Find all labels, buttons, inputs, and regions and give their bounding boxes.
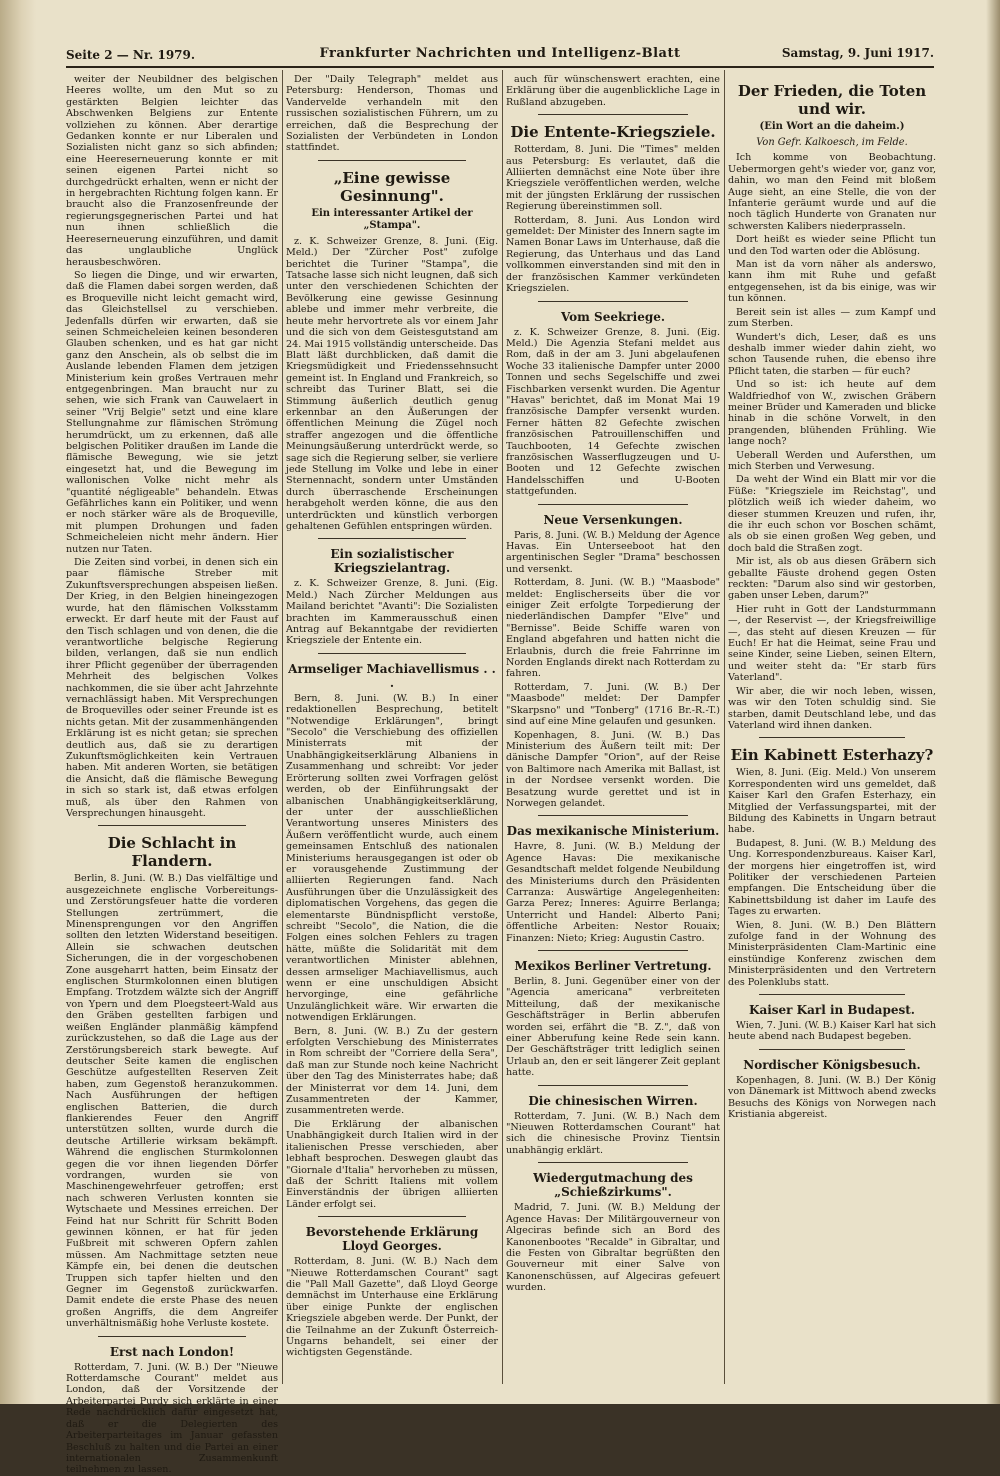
headline: Die Entente-Kriegsziele. (510, 123, 716, 142)
paragraph: Wien, 8. Juni. (Eig. Meld.) Von unserem Korrespondenten wird uns gemeldet, daß Kaiser Karl den Grafen Esterhazy, ein Mitglied der Verfassungspartei, mit der Bildung des Kabinetts in Ungarn betraut habe. (728, 767, 936, 836)
paragraph: Madrid, 7. Juni. (W. B.) Meldung der Agence Havas: Der Militärgouverneur von Algeciras befinde sich an Bord des Kanonenbootes "Recalde" in Gibraltar, und die Festen von Gibraltar begrüßten den Gouverneur mit einer Salve von Kanonenschüssen, auf Algeciras gefeuert wurden. (506, 1202, 720, 1294)
paragraph: Ich komme von Beobachtung. Uebermorgen geht's wieder vor, ganz vor, dahin, wo man den Feind mit bloßem Auge sieht, an eine Stelle, die von der Infanterie geräumt wurde und auf die noch täglich Hunderte von Granaten nur schwersten Kalibers niederprasseln. (728, 152, 936, 232)
headline: Kaiser Karl in Budapest. (749, 1003, 915, 1018)
separator (538, 504, 688, 505)
headline: Ein sozialistischer Kriegszielantrag. (330, 547, 454, 576)
paragraph: Ueberall Werden und Aufersthen, um mich Sterben und Verwesung. (728, 449, 936, 472)
paragraph: auch für wünschenswert erachten, eine Erklärung über die augenblickliche Lage in Rußland abzugeben. (506, 74, 720, 108)
paragraph: Man ist da vorn näher als anderswo, kann ihm mit Ruhe und gefaßt entgegensehen, ist da bis einige, was wir tun können. (728, 259, 936, 305)
headline: Das mexikanische Ministerium. (506, 824, 720, 839)
separator (538, 114, 688, 115)
column-2 (286, 74, 498, 1390)
paragraph: Paris, 8. Juni. (W. B.) Meldung der Agence Havas. Ein Unterseeboot hat den argentinischen Segler "Drama" beschossen und versenkt. (506, 529, 720, 575)
separator (538, 301, 688, 302)
masthead (66, 40, 934, 68)
paragraph: Havre, 8. Juni. (W. B.) Meldung der Agence Havas: Die mexikanische Gesandtschaft meldet folgende Neubildung des Ministeriums durch den Präsidenten Carranza: Auswärtige Angelegenheiten: Garza Perez; Inneres: Aguirre Berlanga; Unterricht und Handel: Alberto Pani; öffentliche Arbeiten: Nestor Rouaix; Finanzen: Nieto; Krieg: Augustin Castro. (506, 841, 720, 944)
paragraph: Wien, 7. Juni. (W. B.) Kaiser Karl hat sich heute abend nach Budapest begeben. (728, 1020, 936, 1043)
separator (759, 1049, 905, 1050)
column-1 (66, 74, 278, 1476)
separator (318, 1216, 466, 1217)
paragraph: Rotterdam, 8. Juni. Die "Times" melden aus Petersburg: Es verlautet, daß die Alliierten demnächst eine Note über ihre Kriegsziele veröffentlichen werden, welche mit der jüngsten Erklärung der russischen Regierung übereinstimmen soll. (506, 144, 720, 213)
headline: Erst nach London! (109, 1344, 235, 1359)
paragraph: z. K. Schweizer Grenze, 8. Juni. (Eig. Meld.) Nach Zürcher Meldungen aus Mailand berichtet "Avanti": Die Sozialisten brachten im Kammerausschuß einen Antrag auf Bekanntgabe der revidierten Kriegsziele der Entente ein. (286, 578, 498, 647)
paragraph: Der "Daily Telegraph" meldet aus Petersburg: Henderson, Thomas und Vandervelde verhandeln mit den russischen sozialistischen Führern, um zu erreichen, daß die Besprechung der Sozialisten der Verbündeten in London stattfindet. (286, 74, 498, 154)
separator (759, 994, 905, 995)
paragraph: Wundert's dich, Leser, daß es uns deshalb immer wieder dahin zieht, wo schon Tausende ruhen, die ebenso ihre Pflicht taten, die starben — für euch? (728, 331, 936, 377)
paragraph: Budapest, 8. Juni. (W. B.) Meldung des Ung. Korrespondenzbureaus. Kaiser Karl, der morgens hier eingetroffen ist, wird Politiker der verschiedenen Parteien empfangen. Die Entscheidung über die Kabinettsbildung ist daher im Laufe des Tages zu erwarten. (728, 837, 936, 918)
headline: Ein Kabinett Esterhazy? (730, 746, 934, 765)
separator (538, 950, 688, 951)
paragraph: Kopenhagen, 8. Juni. (W. B.) Das Ministerium des Äußern teilt mit: Der dänische Dampfer "Orion", auf der Reise von Baltimore nach Amerika mit Ballast, ist in der Nordsee versenkt worden. Die Besatzung wurde gerettet und ist in Norwegen gelandet. (506, 729, 720, 809)
headline: Nordischer Königsbesuch. (743, 1057, 921, 1072)
paragraph: Rotterdam, 7. Juni. (W. B.) Der "Maasbode" meldet: Der Dampfer "Skarpsno" und "Tonberg" (1716 Br.-R.-T.) sind auf eine Mine gelaufen und gesunken. (506, 681, 720, 728)
paragraph: Kopenhagen, 8. Juni. (W. B.) Der König von Dänemark ist Mittwoch abend zwecks Besuchs des Königs von Norwegen nach Kristiania abgereist. (728, 1074, 936, 1121)
separator (98, 1336, 246, 1337)
subheadline: Ein interessanter Artikel der „Stampa". (311, 207, 473, 231)
paragraph: Berlin, 8. Juni. (W. B.) Das vielfältige und ausgezeichnete englische Vorbereitungs- und Zerstörungsfeuer hatte die vorderen Stellungen zertrümmert, die Minensprengungen vor den Angriffen sollten den letzten Widerstand beseitigen. Allein sie schwachen deutschen Sicherungen, die in der vorgeschobenen Zone ausgeharrt hatten, beim Einsatz der englischen Sturmkolonnen einen blutigen Empfang. Trotzdem wälzte sich der Angriff von Ypern und dem Ploegsteert-Wald aus den Gräben gestellten farbigen und weißen Engländer planmäßig kämpfend zurückzustehen, so daß die Lage aus der Zerstörungsbereich stark bewegte. Auf deutscher Seite kamen die englischen Geschütze aufgestellten Reserven Zeit haben, zum Gegenstoß heranzukommen. Nach Ausführungen der heftigen englischen Batterien, die durch flankierendes Feuer den Angriff unterstützen sollten, wurde durch die deutsche Artillerie wirksam bekämpft. Während die englischen Sturmkolonnen gegen die vor ihnen liegenden Dörfer vordrangen, wurden sie von Maschinengewehrfeuer getroffen; erst nach schweren Verlusten konnten sie Wytschaete und Messines erreichen. Der Feind hat nur Schritt für Schritt Boden gewinnen können, er hat für jeden Fußbreit mit schweren Opfern zahlen müssen. Am Nachmittage setzten neue Kämpfe ein, bei denen die deutschen Truppen sich tapfer hielten und den Gegner im Gegenstoß zurückwarfen. Damit endete die erste Phase des neuen großen Angriffs, die dem Angreifer unverhältnismäßig hohe Verluste kostete. (66, 873, 278, 1330)
headline: Mexikos Berliner Vertretung. (514, 959, 712, 973)
separator (318, 160, 466, 161)
separator (98, 825, 246, 826)
paragraph: Die Zeiten sind vorbei, in denen sich ein paar flämische Streber mit Zukunftsversprechungen abspeisen ließen. Der Krieg, in den Belgien hineingezogen wurde, hat den flämischen Volksstamm erweckt. Er darf heute mit der Faust auf den Tisch schlagen und von denen, die die verantwortliche belgische Regierung bilden, verlangen, daß sie nun endlich ihrer Pflicht gegenüber der überragenden Mehrheit des belgischen Volkes nachkommen, die sie über acht Jahrzehnte vernachlässigt haben. Mit Versprechungen de Broquevilles oder seiner Freunde ist es nichts getan. Mit der zusammenhängenden Erklärung ist es nicht getan; sie sprechen deutlich aus, daß sie zu derartigen Zukunftsmöglichkeiten kein Vertrauen haben. Mit anderen Worten, sie betätigen die Ansicht, daß die flämische Bewegung in sich so stark ist, daß etwas erfolgen muß, als über den Rahmen von Versprechungen hinausgeht. (66, 557, 278, 819)
headline: Bevorstehende Erklärung Lloyd Georges. (305, 1225, 479, 1254)
paragraph: Berlin, 8. Juni. Gegenüber einer von der "Agencia americana" verbreiteten Mitteilung, daß der mexikanische Geschäftsträger in Berlin abberufen worden sei, erfährt die "B. Z.", daß von einer Abberufung keine Rede sein kann. Der Geschäftsträger tritt lediglich seinen Urlaub an, den er seit längerer Zeit geplant hatte. (506, 976, 720, 1079)
paragraph: So liegen die Dinge, und wir erwarten, daß die Flamen dabei sorgen werden, daß es Broqueville nicht leicht gemacht wird, das Gleichstellsel zu verschieben. Jedenfalls dürfen wir erwarten, daß sie seinen Schmeicheleien keinen besonderen Glauben schenken, und es hat gar nicht ganz den Anschein, als ob selbst die im Auslande lebenden Flamen dem jetzigen Ministerium kein großes Vertrauen mehr entgegenbringen. Man braucht nur zu sehen, wie sich Frank van Cauwelaert in seiner "Vrij Belgie" setzt und eine klare Stellungnahme zur flämischen Strömung herumdrückt, um zu erkennen, daß alle belgischen Politiker draußen im Lande die flämische Bewegung, wie sie jetzt eingesetzt hat, und die Bewegung im wallonischen Volke nicht mehr als "quantité négligeable" behandeln. Etwas Gefährliches kann ein Politiker, und wenn er noch stärker wäre als de Broqueville, mit plumpen Drohungen und faden Schmeicheleien nicht mehr ändern. Hier nutzen nur Taten. (66, 269, 278, 555)
paragraph: Und so ist: ich heute auf dem Waldfriedhof von W., zwischen Gräbern meiner Brüder und Kameraden und blicke hinab in die schöne Vorwelt, in den prangenden, blühenden Frühling. Wie lange noch? (728, 379, 936, 448)
headline: Die Schlacht in Flandern. (107, 834, 237, 871)
issue-date: Samstag, 9. Juni 1917. (781, 46, 934, 60)
paragraph: Bern, 8. Juni. (W. B.) In einer redaktionellen Besprechung, betitelt "Notwendige Erklärungen", bringt "Secolo" die Verschiebung des offiziellen Ministerrats mit der Unabhängigkeitserklärung Albaniens in Zusammenhang und schreibt: Vor jeder Erörterung sollten zwei Vorfragen gelöst werden, ob der Einführungsakt der albanischen Unabhängigkeitserklärung, der unter der ausschließlichen Verantwortung unseres Ministers des Äußern veröffentlicht wurde, auch einem gemeinsamen Entschluß des nationalen Ministeriums herausgegangen ist oder ob er vorausgehende Zustimmung der alliierten Regierungen fand. Nach Ausführungen über die Unzulässigkeit des diplomatischen Vorgehens, das gegen die elementarste Bündnispflicht verstoße, schreibt "Secolo", die Nation, die die Folgen eines solchen Fehlers zu tragen hätte, müßte die Solidarität mit dem verantwortlichen Minister ablehnen, dessen armseliger Machiavellismus, auch wenn er eine unschuldigen Absicht hervorginge, eine gefährliche Unzulänglichkeit wäre. Wir erwarten die notwendigen Erklärungen. (286, 692, 498, 1024)
headline: Neue Versenkungen. (543, 512, 683, 527)
headline: Wiedergutmachung des „Schießzirkums". (533, 1171, 693, 1200)
paragraph: Rotterdam, 8. Juni. (W. B.) Nach dem "Nieuwe Rotterdamschen Courant" sagt die "Pall Mall Gazette", daß Lloyd George demnächst im Unterhause eine Erklärung über einige Punkte der englischen Kriegsziele abgeben werde. Der Punkt, der die Teilnahme an der Zukunft Österreich-Ungarns behandelt, sei einer der wichtigsten Gegenstände. (286, 1256, 498, 1359)
headline: Die chinesischen Wirren. (528, 1093, 698, 1108)
separator (759, 737, 905, 738)
paragraph: z. K. Schweizer Grenze, 8. Juni. (Eig. Meld.) Der "Zürcher Post" zufolge berichtet die Turiner "Stampa", die Tatsache lasse sich nicht leugnen, daß sich unter den verschiedenen Schichten der Bevölkerung eine gewisse Gesinnung ablebe und immer mehr verbreite, die heute mehr hervortrete als vor einem Jahr und die sich von dem Geistesgutstand am 24. Mai 1915 vollständig unterscheide. Das Blatt läßt durchblicken, daß damit die Kriegsmüdigkeit und Friedenssehnsucht gemeint ist. In England und Frankreich, so schreibt das Turiner Blatt, sei die Stimmung äußerlich deutlich genug erkennbar an den Äußerungen der öffentlichen Meinung die Zügel noch straffer angezogen und die öffentliche Meinungsäußerung unterdrückt werde, so sage sich die Regierung selber, sie verliere jede Stellung im Volke und lebe in einer Sternennacht, sondern unter Umständen durch überraschende Erscheinungen herabgeholt werden könne, die aus den unterdrückten und künstlich verborgen gehaltenen Gefühlen entspringen würden. (286, 235, 498, 532)
paragraph: Bern, 8. Juni. (W. B.) Zu der gestern erfolgten Verschiebung des Ministerrates in Rom schreibt der "Corriere della Sera", daß man zur Stunde noch keine Nachricht über den Tag des Ministerrates habe; daß der Ministerrat vor dem 14. Juni, dem Zusammentreten der Kammer, zusammentreten werde. (286, 1025, 498, 1117)
page-left-edge (0, 0, 36, 1404)
paragraph: Rotterdam, 7. Juni. (W. B.) Nach dem "Nieuwen Rotterdamschen Courant" hat sich die chinesische Provinz Tientsin unabhängig erklärt. (506, 1110, 720, 1156)
column-3 (506, 74, 720, 1390)
headline: Vom Seekriege. (560, 309, 666, 324)
paragraph: Hier ruht in Gott der Landsturmmann —, der Reservist —, der Kriegsfreiwillige —, das steht auf diesen Kreuzen — für Euch! Er hat die Heimat, seine Frau und seine Kinder, seine Lieben, seinen Eltern, und weiter steht da: "Er starb fürs Vaterland". (728, 603, 936, 684)
paragraph: Rotterdam, 8. Juni. (W. B.) "Maasbode" meldet: Englischerseits über die vor einiger Zeit erfolgte Torpedierung der niederländischen Dampfer "Elve" und "Bernisse". Beide Schiffe waren von England abgefahren und hatten nicht die Erlaubnis, durch die freie Fahrrinne im Norden Englands direkt nach Rotterdam zu fahren. (506, 577, 720, 680)
page-right-edge (986, 0, 1000, 1404)
column-rule (282, 70, 283, 1384)
paragraph: Rotterdam, 8. Juni. Aus London wird gemeldet: Der Minister des Innern sagte im Namen Bonar Laws im Unterhause, daß die Regierung, das Unterhaus und das Land vollkommen einverstanden sind mit den in der französischen Kammer verkündeten Kriegszielen. (506, 214, 720, 295)
headline: „Eine gewisse Gesinnung". (333, 168, 451, 205)
paragraph: Wir aber, die wir noch leben, wissen, was wir den Toten schuldig sind. Sie starben, damit Deutschland lebe, und das Vaterland wird ihnen danken. (728, 685, 936, 731)
column-4 (728, 74, 936, 1390)
separator (318, 653, 466, 654)
page-number: Seite 2 — Nr. 1979. (66, 48, 196, 62)
paragraph: Dort heißt es wieder seine Pflicht tun und den Tod warten oder die Ablösung. (728, 234, 936, 257)
byline: Von Gefr. Kalkoesch, im Felde. (756, 137, 908, 148)
paragraph: weiter der Neubildner des belgischen Heeres wollte, um den Mut so zu gestärkten Belgien leichter das Abschwenken Belgiens zur Entente vollziehen zu können. Aber derartige Gedanken konnte er nur Liberalen und Sozialisten nicht ganz so sich abfinden; eine Heereserneuerung konnte er mit seinen eigenen Partei nicht so durchgedrückt erhalten, wenn er nicht der in hergebrachten Richtung folgen kann. Er braucht also die Franzosenfreunde der regierungsgegnerischen Partei und hat nun ihnen schließlich die Heereserneuerung einzuführen, und damit das unglaubliche Unglück herausbeschwören. (66, 74, 278, 268)
separator (538, 815, 688, 816)
column-rule (724, 70, 725, 1384)
headline: Der Frieden, die Toten und wir. (737, 82, 927, 118)
separator (318, 538, 466, 539)
column-rule (502, 70, 503, 1384)
paragraph: Da weht der Wind ein Blatt mir vor die Füße: "Kriegsziele im Reichstag", und plötzlich weiß ich wieder daheim, wo dieser stummen Kreuzen und rufen, ihr, die ihr euch schon vor Boschen schämt, als ob sie einen großen Weg geben, und doch bald die Straßen zogt. (728, 474, 936, 554)
headline: Armseliger Machiavellismus . . . (288, 661, 496, 690)
paragraph: z. K. Schweizer Grenze, 8. Juni. (Eig. Meld.) Die Agenzia Stefani meldet aus Rom, daß in der am 3. Juni abgelaufenen Woche 33 italienische Dampfer unter 2000 Tonnen und sechs Segelschiffe und zwei Fischbarken versenkt wurden. Die Agentur "Havas" berichtet, daß im Monat Mai 19 französische Dampfer versenkt wurden. Ferner hätten 82 Gefechte zwischen französischen Patrouillenschiffen und Tauchbooten, 14 Gefechte zwischen französischen Wasserflugzeugen und U-Booten und 12 Gefechte zwischen Handelsschiffen und U-Booten stattgefunden. (506, 326, 720, 498)
separator (538, 1085, 688, 1086)
paragraph: Die Erklärung der albanischen Unabhängigkeit durch Italien wird in der italienischen Presse verschieden, aber lebhaft besprochen. Deswegen glaubt das "Giornale d'Italia" hervorheben zu müssen, daß der Schritt Italiens mit vollem Einverständnis der übrigen alliierten Länder erfolgt sei. (286, 1118, 498, 1210)
paragraph: Wien, 8. Juni. (W. B.) Den Blättern zufolge fand in der Wohnung des Ministerpräsidenten Clam-Martinic eine einstündige Konferenz zwischen dem Ministerpräsidenten und den Vertretern des Polenklubs statt. (728, 919, 936, 988)
paragraph: Bereit sein ist alles — zum Kampf und zum Sterben. (728, 306, 936, 330)
newspaper-title: Frankfurter Nachrichten und Intelligenz-Blatt (319, 46, 681, 61)
subheadline: (Ein Wort an die daheim.) (759, 121, 905, 132)
paragraph: Rotterdam, 7. Juni. (W. B.) Der "Nieuwe Rotterdamsche Courant" meldet aus London, daß der Vorsitzende der Arbeiterpartei Purdy sich erklärte in einer Rede nachdrücklich dafür eingesetzt hat, daß er die Delegierten des Arbeiterparteitages im Januar gefassten Beschluß zu halten und die Partei an einer internationalen Zusammenkunft teilnehmen zu lassen. (66, 1361, 278, 1476)
paragraph: Mir ist, als ob aus diesen Gräbern sich geballte Fäuste drohend gegen Osten reckten: "Darum also sind wir gestorben, gaben unser Leben, darum?" (728, 556, 936, 602)
separator (538, 1162, 688, 1163)
